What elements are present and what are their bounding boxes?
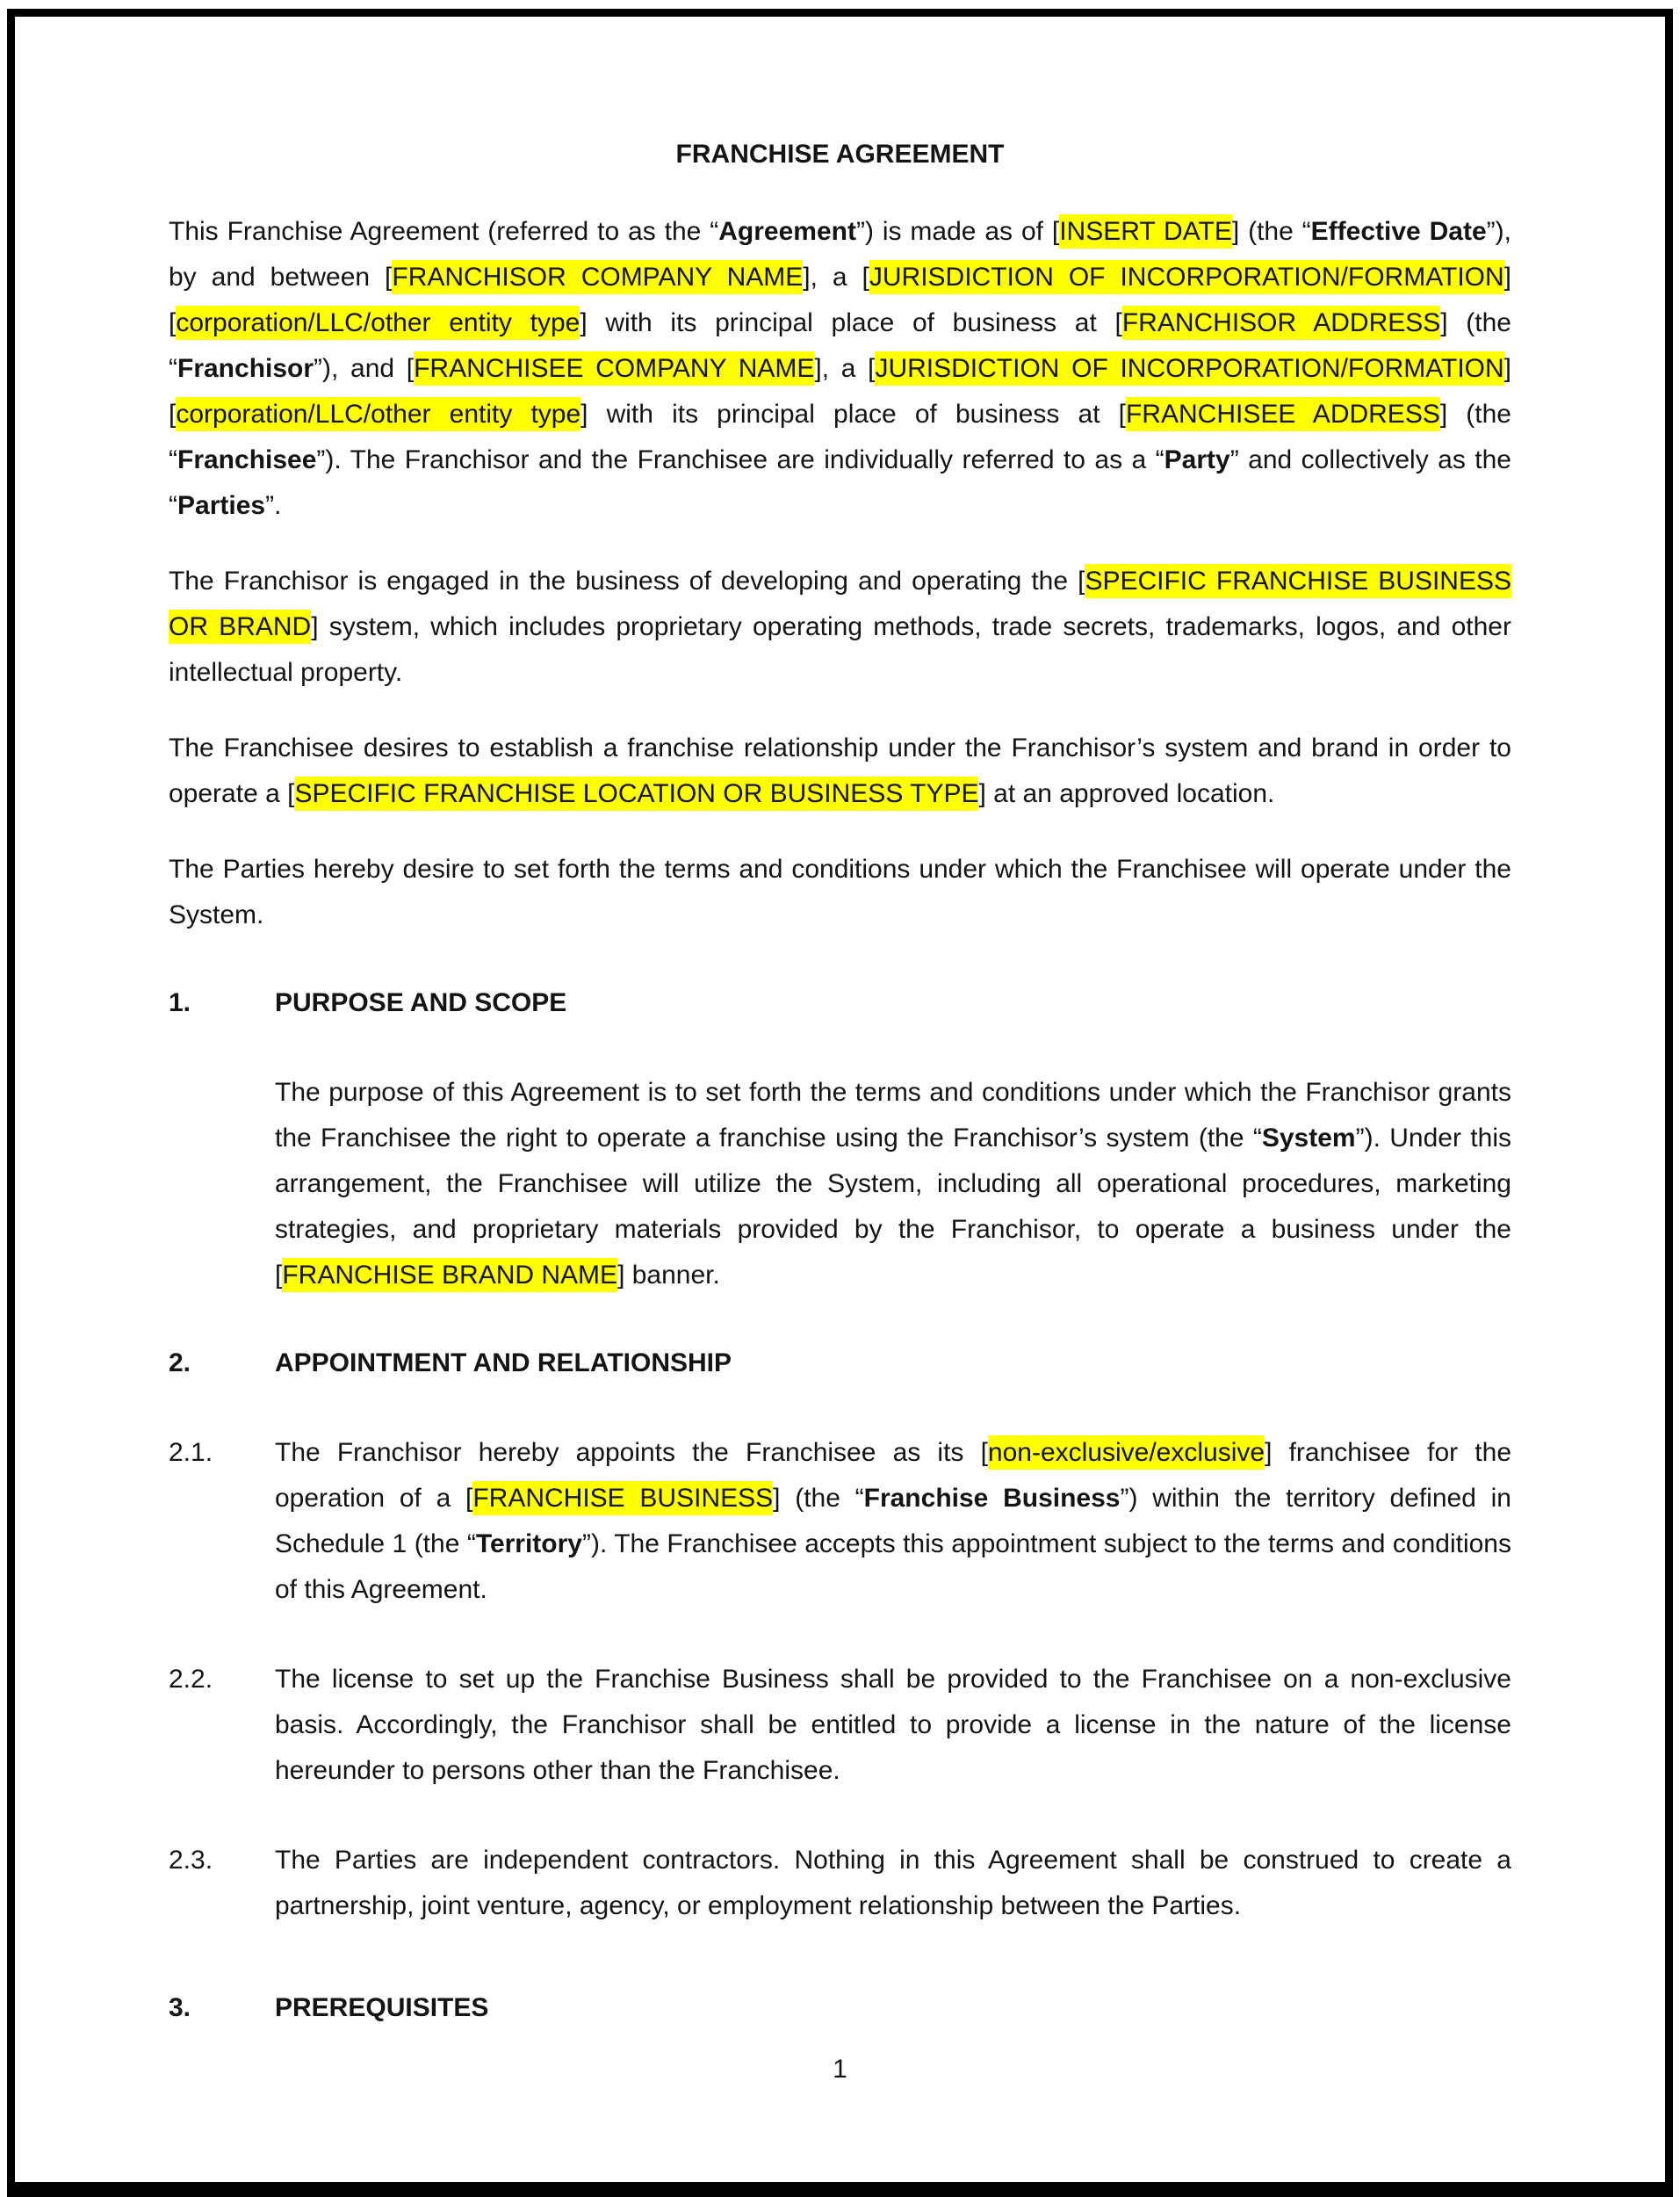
placeholder-highlight: corporation/LLC/other entity type: [176, 306, 580, 340]
text-run: The Franchisor is engaged in the business of developing and operating the [: [169, 567, 1085, 596]
text-run: ”). The Franchisee accepts this appointment subject to the terms and conditions of this Agreement.: [275, 1529, 1511, 1604]
section-heading-text: [275, 1985, 1511, 2031]
text-run: ] (the “: [1231, 217, 1311, 246]
text-run: ] system, which includes proprietary operating methods, trade secrets, trademarks, logos, and other intellectual property.: [169, 612, 1511, 687]
section-heading: [169, 1341, 1511, 1386]
text-run: ] with its principal place of business at [: [580, 308, 1122, 337]
placeholder-highlight: non-exclusive/exclusive: [988, 1435, 1265, 1470]
placeholder-highlight: FRANCHISEE COMPANY NAME: [414, 351, 814, 386]
text-run: ] [: [169, 263, 1511, 337]
placeholder-highlight: JURISDICTION OF INCORPORATION/FORMATION: [875, 351, 1503, 386]
text-run: ] banner.: [617, 1261, 720, 1290]
text-run: ] (the “: [169, 400, 1511, 474]
numbered-clause: [169, 1657, 1511, 1794]
clause-text: [275, 1838, 1511, 1929]
document-page: [169, 132, 1511, 2075]
defined-term: Effective Date: [1310, 217, 1487, 246]
text-run: The Franchisee desires to establish a franchise relationship under the Franchisor’s system and brand in order to operate a [: [169, 734, 1511, 808]
text-run: ”.: [265, 491, 282, 520]
section-heading: [169, 1985, 1511, 2031]
text-run: The Parties hereby desire to set forth the terms and conditions under which the Franchisee will operate under the System.: [169, 855, 1511, 929]
paragraph: [169, 559, 1511, 696]
document-body: [169, 209, 1511, 2075]
document-title: FRANCHISE AGREEMENT: [675, 140, 1005, 169]
clause-text: [275, 1430, 1511, 1613]
text-run: ”) is made as of [: [855, 217, 1060, 246]
defined-term: Party: [1164, 445, 1230, 474]
section-heading-text: [275, 1341, 1511, 1386]
text-run: ] (the “: [773, 1484, 864, 1513]
clause-number: 2.: [169, 1348, 191, 1377]
text-run: The Parties are independent contractors. Nothing in this Agreement shall be construed to create a partnership, joint venture, agency, or employment relationship between the Parties.: [275, 1846, 1511, 1920]
clause-number: 3.: [169, 1993, 191, 2022]
numbered-clause: [169, 1430, 1511, 1613]
paragraph: [169, 847, 1511, 938]
paragraph: [275, 1070, 1511, 1298]
defined-term: Franchisee: [177, 445, 317, 474]
placeholder-highlight: corporation/LLC/other entity type: [176, 397, 580, 431]
text-run: ”), and [: [314, 354, 415, 383]
numbered-clause: [169, 1838, 1511, 1929]
text-run: ], a [: [814, 354, 876, 383]
section-heading-text: [275, 980, 1511, 1026]
defined-term: Agreement: [718, 217, 856, 246]
text-run: The purpose of this Agreement is to set forth the terms and conditions under which the Franchisor grants the Franchisee the right to operate a franchise using the Franchisor’s system (the “: [275, 1078, 1511, 1153]
placeholder-highlight: FRANCHISE BUSINESS: [472, 1481, 773, 1515]
defined-term: System: [1261, 1124, 1356, 1153]
paragraph: [169, 726, 1511, 817]
text-run: ” and collectively as the “: [169, 445, 1511, 520]
clause-number: 1.: [169, 988, 191, 1017]
clause-number: 2.2.: [169, 1665, 213, 1694]
placeholder-highlight: SPECIFIC FRANCHISE LOCATION OR BUSINESS TYPE: [294, 777, 978, 811]
text-run: ] at an approved location.: [978, 779, 1275, 808]
page-number: 1: [833, 2055, 847, 2084]
placeholder-highlight: FRANCHISEE ADDRESS: [1126, 397, 1440, 431]
placeholder-highlight: FRANCHISOR COMPANY NAME: [392, 260, 803, 294]
text-run: PREREQUISITES: [275, 1993, 489, 2022]
defined-term: Parties: [177, 491, 266, 520]
text-run: ] [: [169, 354, 1512, 429]
text-run: ”), by and between [: [169, 217, 1511, 292]
text-run: ] (the “: [169, 308, 1511, 383]
text-run: ] franchisee for the operation of a [: [275, 1438, 1511, 1513]
text-run: APPOINTMENT AND RELATIONSHIP: [275, 1348, 732, 1377]
text-run: ] with its principal place of business at [: [580, 400, 1126, 429]
text-run: ], a [: [803, 263, 869, 292]
section-heading: [169, 980, 1511, 1026]
text-run: The license to set up the Franchise Business shall be provided to the Franchisee on a non-exclusive basis. Accordingly, the Franchisor shall be entitled to provide a license in the nature of the license hereunder to persons other than the Franchisee.: [275, 1665, 1511, 1785]
text-run: PURPOSE AND SCOPE: [275, 988, 567, 1017]
placeholder-highlight: FRANCHISOR ADDRESS: [1122, 306, 1440, 340]
defined-term: Territory: [475, 1529, 582, 1558]
placeholder-highlight: JURISDICTION OF INCORPORATION/FORMATION: [869, 260, 1504, 294]
paragraph: [169, 209, 1511, 529]
placeholder-highlight: SPECIFIC FRANCHISE BUSINESS OR BRAND: [169, 564, 1511, 644]
clause-number: 2.1.: [169, 1438, 213, 1467]
text-run: This Franchise Agreement (referred to as the “: [169, 217, 719, 246]
defined-term: Franchise Business: [863, 1484, 1121, 1513]
text-run: ”) within the territory defined in Schedule 1 (the “: [275, 1484, 1511, 1558]
clause-number: 2.3.: [169, 1846, 213, 1875]
text-run: ”). The Franchisor and the Franchisee are individually referred to as a “: [316, 445, 1164, 474]
clause-text: [275, 1657, 1511, 1794]
placeholder-highlight: INSERT DATE: [1059, 214, 1232, 249]
placeholder-highlight: FRANCHISE BRAND NAME: [282, 1258, 617, 1292]
text-run: The Franchisor hereby appoints the Franchisee as its [: [275, 1438, 988, 1467]
defined-term: Franchisor: [177, 354, 314, 383]
text-run: ”). Under this arrangement, the Franchisee will utilize the System, including all operational procedures, marketing strategies, and proprietary materials provided by the Franchisor, to operate a business under the [: [275, 1124, 1511, 1290]
